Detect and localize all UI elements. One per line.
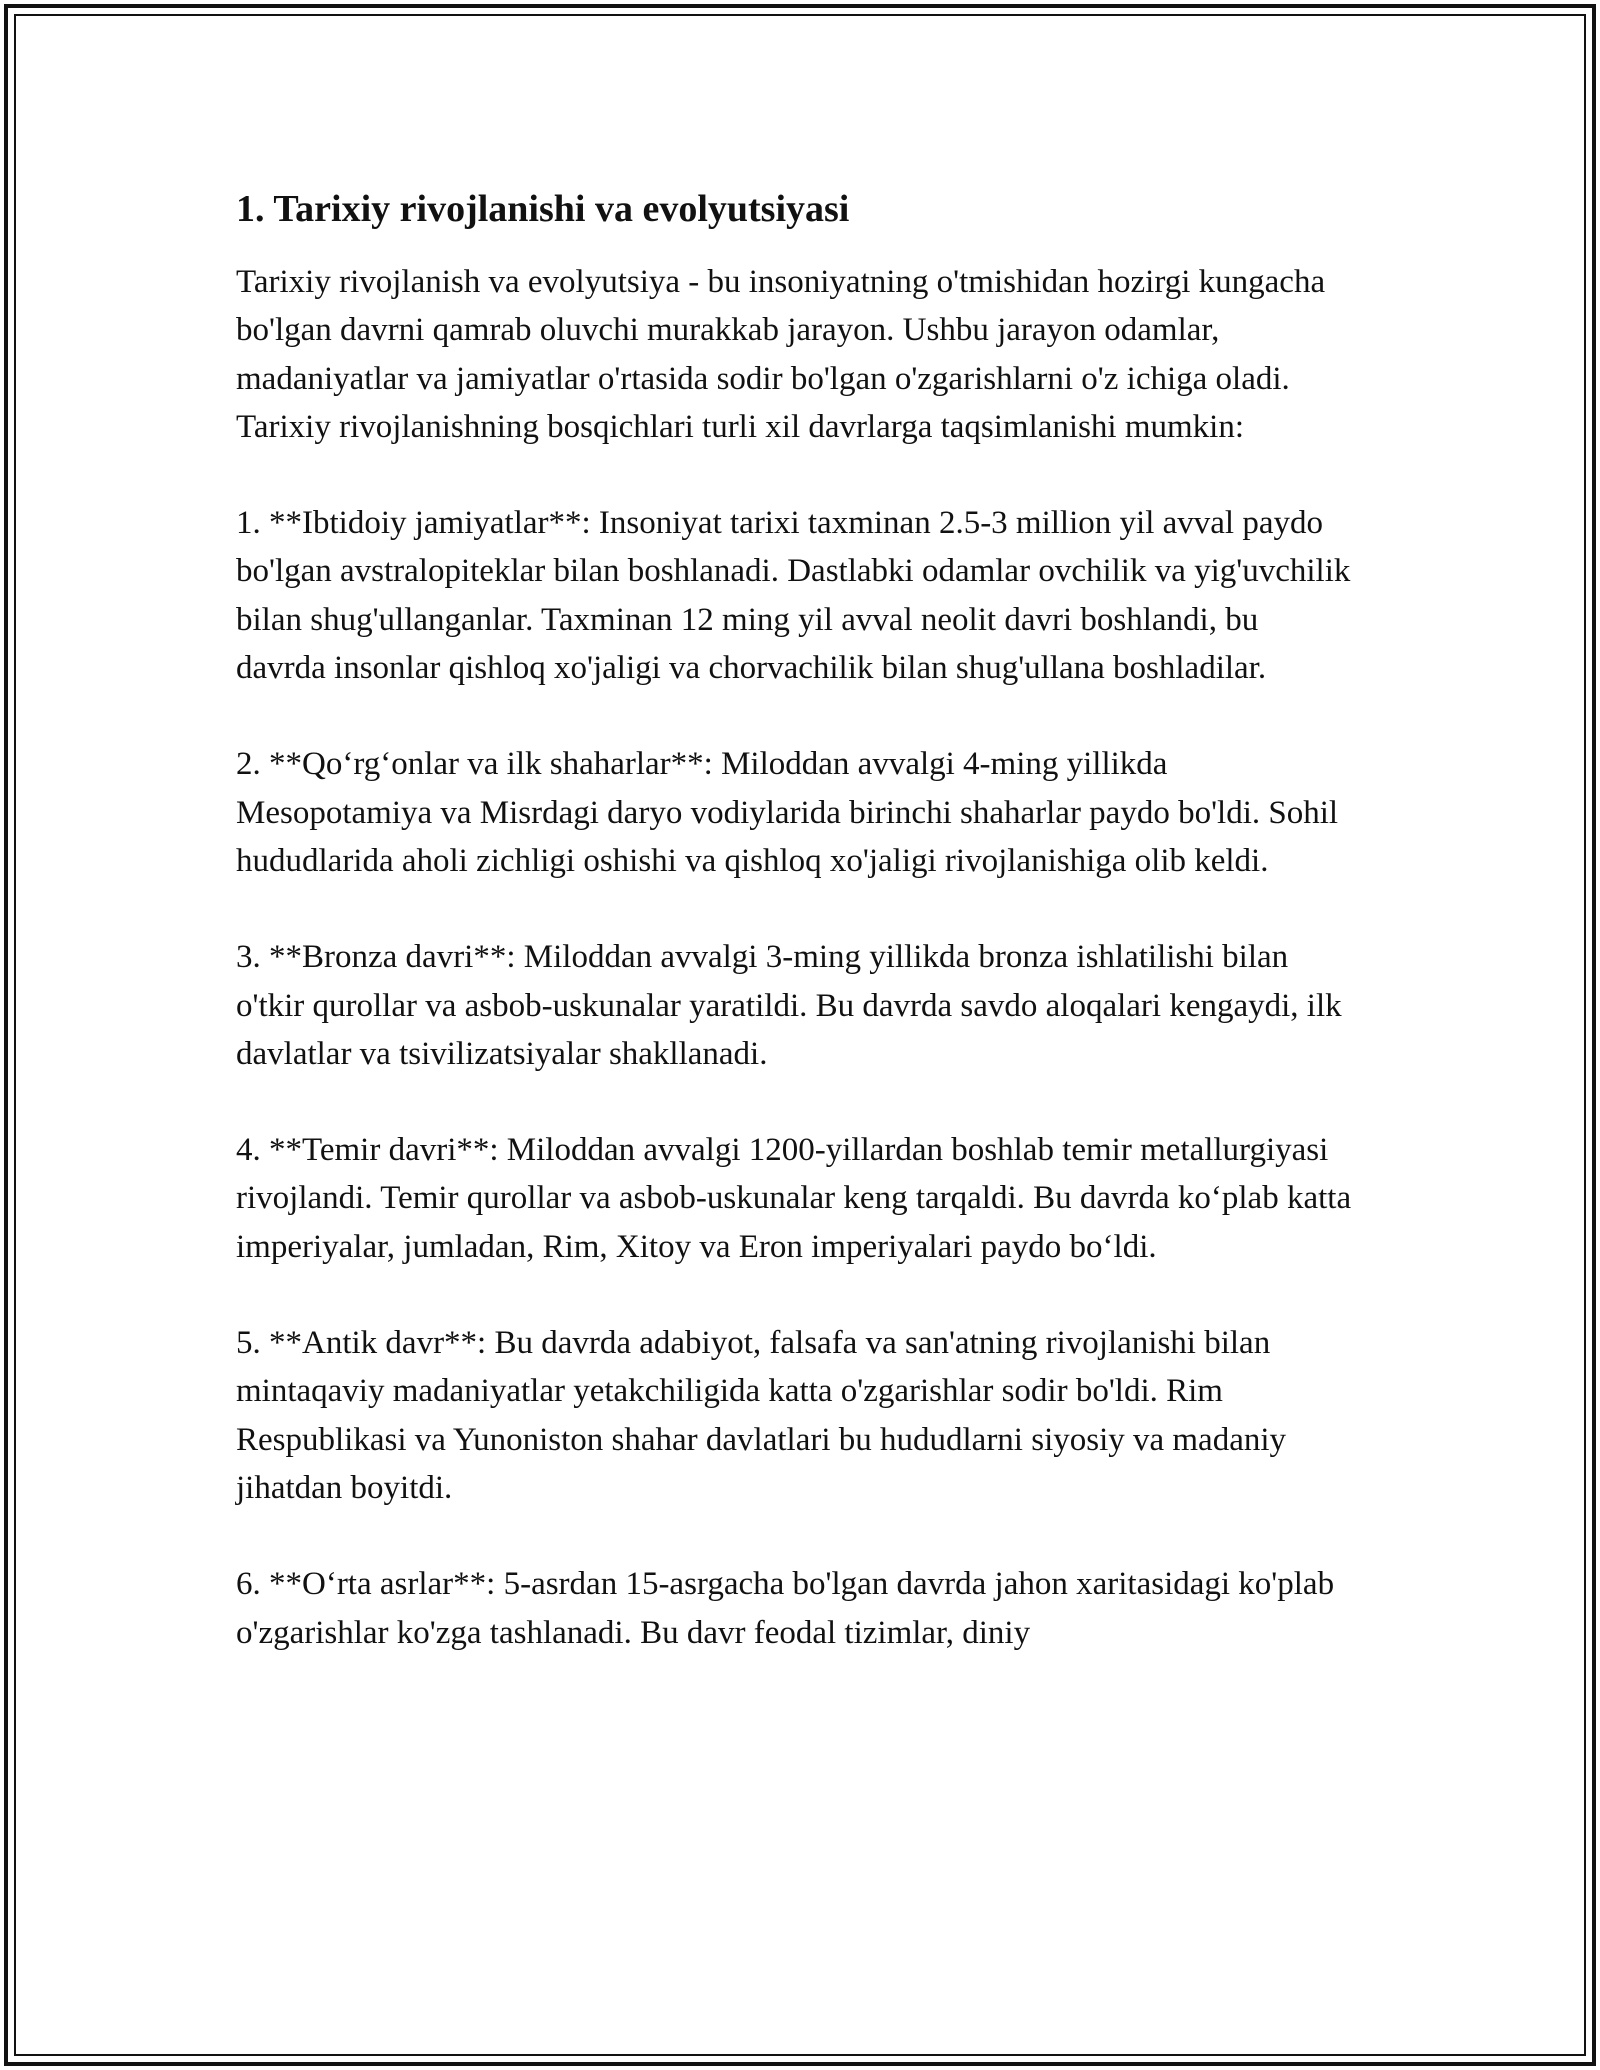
list-item-5: 5. **Antik davr**: Bu davrda adabiyot, falsafa va san'atning rivojlanishi bilan mintaqaviy madaniyatlar yetakchiligida katta o'zgarishlar sodir bo'ldi. Rim Respublikasi va Yunoniston shahar davlatlari bu hududlarni siyosiy va madaniy jihatdan boyitdi. (236, 1325, 1287, 1506)
document-title: 1. Tarixiy rivojlanishi va evolyutsiyasi (236, 188, 850, 230)
list-item-2: 2. **Qo‘rg‘onlar va ilk shaharlar**: Miloddan avvalgi 4-ming yillikda Mesopotamiya va Misrdagi daryo vodiylarida birinchi shaharlar paydo bo'ldi. Sohil hududlarida aholi zichligi oshishi va qishloq xo'jaligi rivojlanishiga olib keldi. (236, 746, 1339, 879)
list-item-4: 4. **Temir davri**: Miloddan avvalgi 1200-yillardan boshlab temir metallurgiyasi rivojlandi. Temir qurollar va asbob-uskunalar keng tarqaldi. Bu davrda ko‘plab katta imperiyalar, jumladan, Rim, Xitoy va Eron imperiyalari paydo bo‘ldi. (236, 1132, 1352, 1265)
intro-paragraph: Tarixiy rivojlanish va evolyutsiya - bu insoniyatning o'tmishidan hozirgi kungacha bo'lgan davrni qamrab oluvchi murakkab jarayon. Ushbu jarayon odamlar, madaniyatlar va jamiyatlar o'rtasida sodir bo'lgan o'zgarishlarni o'z ichiga oladi. Tarixiy rivojlanishning bosqichlari turli xil davrlarga taqsimlanishi mumkin: (236, 264, 1326, 445)
document-body (236, 186, 1356, 1705)
list-item-6: 6. **O‘rta asrlar**: 5-asrdan 15-asrgacha bo'lgan davrda jahon xaritasidagi ko'plab o'zgarishlar ko'zga tashlanadi. Bu davr feodal tizimlar, diniy (236, 1566, 1335, 1651)
list-item-3: 3. **Bronza davri**: Miloddan avvalgi 3-ming yillikda bronza ishlatilishi bilan o'tkir qurollar va asbob-uskunalar yaratildi. Bu davrda savdo aloqalari kengaydi, ilk davlatlar va tsivilizatsiyalar shakllanadi. (236, 939, 1342, 1072)
list-item-1: 1. **Ibtidoiy jamiyatlar**: Insoniyat tarixi taxminan 2.5-3 million yil avval paydo bo'lgan avstralopiteklar bilan boshlanadi. Dastlabki odamlar ovchilik va yig'uvchilik bilan shug'ullanganlar. Taxminan 12 ming yil avval neolit davri boshlandi, bu davrda insonlar qishloq xo'jaligi va chorvachilik bilan shug'ullana boshladilar. (236, 505, 1351, 687)
